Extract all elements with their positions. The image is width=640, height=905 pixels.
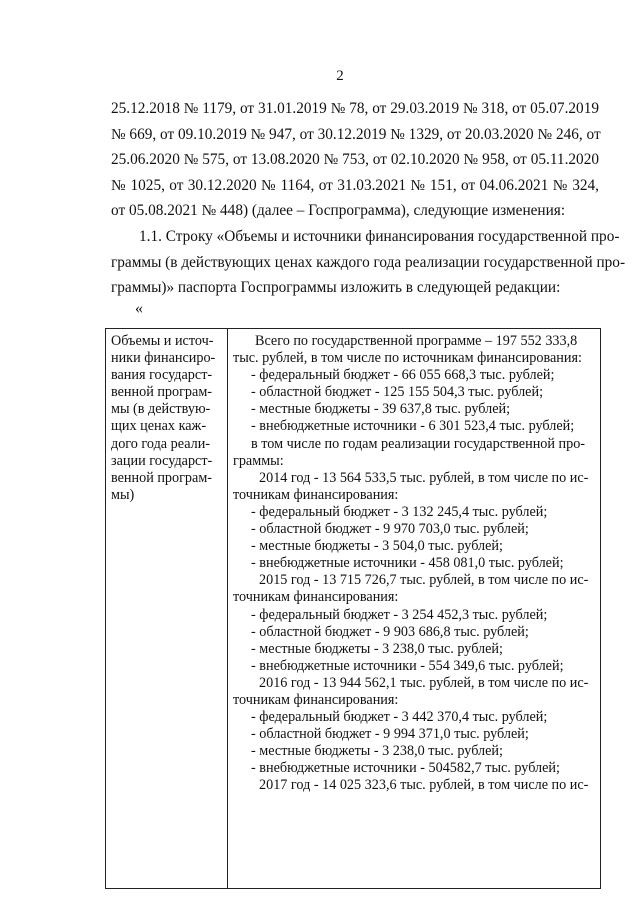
- intro-line: от 05.08.2021 № 448) (далее – Госпрограмма), следующие изменения:: [111, 202, 566, 220]
- content-line: в том числе по годам реализации государственной про-: [251, 435, 586, 452]
- content-line: - внебюджетные источники - 554 349,6 тыс. рублей;: [251, 657, 564, 674]
- table-row: [106, 329, 601, 889]
- content-line: 2015 год - 13 715 726,7 тыс. рублей, в том числе по ис-: [259, 572, 589, 589]
- content-line: точникам финансирования:: [233, 589, 399, 606]
- row-label-cell: [106, 329, 228, 889]
- amendment-line: граммы (в действующих ценах каждого года реализации государственной про-: [111, 253, 626, 271]
- content-line: 2017 год - 14 025 323,6 тыс. рублей, в том числе по ис-: [259, 777, 589, 794]
- content-line: - федеральный бюджет - 3 254 452,3 тыс. рублей;: [251, 606, 548, 623]
- content-line: - местные бюджеты - 3 504,0 тыс. рублей;: [251, 538, 503, 555]
- label-line: щих ценах каж-: [111, 418, 207, 435]
- content-line: - местные бюджеты - 39 637,8 тыс. рублей;: [251, 401, 511, 418]
- intro-paragraph: [111, 96, 626, 301]
- intro-line: 25.12.2018 № 1179, от 31.01.2019 № 78, от 29.03.2019 № 318, от 05.07.2019: [111, 100, 599, 117]
- content-line: точникам финансирования:: [233, 486, 399, 503]
- content-line: - федеральный бюджет - 66 055 668,3 тыс. рублей;: [251, 367, 555, 384]
- label-line: мы (в действую-: [111, 401, 211, 418]
- opening-quote: «: [135, 300, 143, 317]
- row-content-cell: [228, 329, 601, 889]
- content-line: - внебюджетные источники - 6 301 523,4 тыс. рублей;: [251, 418, 575, 435]
- content-line: - местные бюджеты - 3 238,0 тыс. рублей;: [251, 743, 503, 760]
- content-line: - федеральный бюджет - 3 132 245,4 тыс. рублей;: [251, 503, 548, 520]
- content-line: 2016 год - 13 944 562,1 тыс. рублей, в том числе по ис-: [259, 674, 589, 691]
- content-line: - федеральный бюджет - 3 442 370,4 тыс. рублей;: [251, 709, 548, 726]
- passport-table: [105, 328, 601, 889]
- content-line: тыс. рублей, в том числе по источникам финансирования:: [233, 350, 582, 367]
- amendment-line: граммы)» паспорта Госпрограммы изложить в следующей редакции:: [111, 279, 561, 297]
- intro-line: 25.06.2020 № 575, от 13.08.2020 № 753, от 02.10.2020 № 958, от 05.11.2020: [111, 151, 599, 169]
- label-line: Объемы и источ-: [111, 333, 214, 349]
- amendment-line: 1.1. Строку «Объемы и источники финансирования государственной про-: [139, 227, 620, 245]
- content-line: - внебюджетные источники - 504582,7 тыс. рублей;: [251, 760, 560, 777]
- intro-line: № 1025, от 30.12.2020 № 1164, от 31.03.2021 № 151, от 04.06.2021 № 324,: [111, 176, 599, 194]
- content-line: - областной бюджет - 9 970 703,0 тыс. рублей;: [251, 521, 529, 538]
- content-line: - областной бюджет - 9 903 686,8 тыс. рублей;: [251, 623, 529, 640]
- label-line: мы): [111, 486, 135, 503]
- label-line: венной програм-: [111, 384, 213, 401]
- content-line: граммы:: [233, 452, 284, 469]
- intro-line: № 669, от 09.10.2019 № 947, от 30.12.2019 № 1329, от 20.03.2020 № 246, от: [111, 125, 601, 143]
- content-line: точникам финансирования:: [233, 691, 399, 708]
- page-number: 2: [336, 68, 344, 84]
- content-line: Всего по государственной программе – 197 552 333,8: [255, 333, 578, 349]
- label-line: вания государст-: [111, 367, 213, 384]
- label-line: венной програм-: [111, 469, 213, 486]
- content-line: - местные бюджеты - 3 238,0 тыс. рублей;: [251, 640, 503, 657]
- content-line: - областной бюджет - 9 994 371,0 тыс. рублей;: [251, 726, 529, 743]
- label-line: дого года реали-: [111, 435, 211, 452]
- content-line: 2014 год - 13 564 533,5 тыс. рублей, в том числе по ис-: [259, 469, 589, 486]
- content-line: - внебюджетные источники - 458 081,0 тыс. рублей;: [251, 555, 564, 572]
- label-line: ники финансиро-: [111, 350, 216, 367]
- label-line: зации государст-: [111, 452, 213, 469]
- content-line: - областной бюджет - 125 155 504,3 тыс. рублей;: [251, 384, 544, 401]
